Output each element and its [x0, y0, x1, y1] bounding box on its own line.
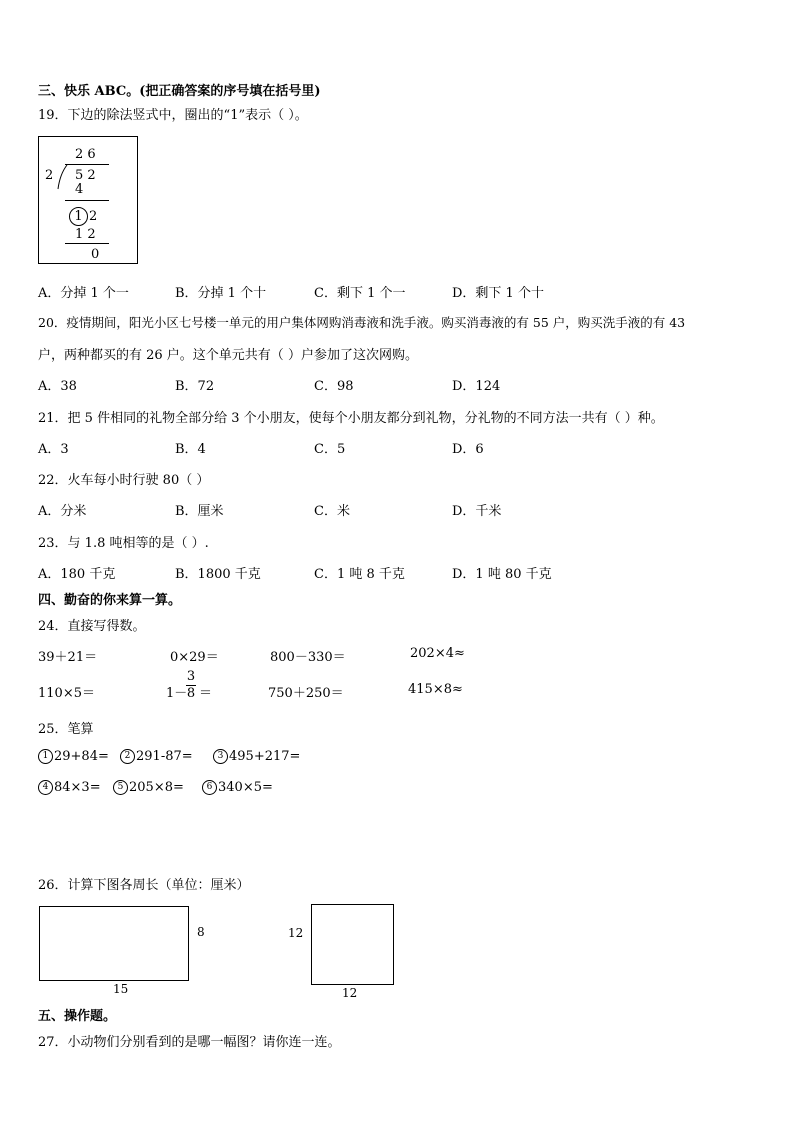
line-2	[65, 243, 109, 244]
q23-option-c[interactable]: C．1 吨 8 千克	[314, 567, 405, 582]
q23-option-a[interactable]: A．180 千克	[38, 567, 116, 582]
remainder-row	[69, 207, 97, 226]
q24-item-2: 0×29＝	[170, 650, 219, 665]
fraction-numerator: 3	[186, 669, 196, 684]
q20-stem-line1: 20．疫情期间，阳光小区七号楼一单元的用户集体网购消毒液和洗手液。购买消毒液的有 55 户，购买洗手液的有 43	[38, 315, 686, 330]
q24-item-3: 800－330＝	[270, 650, 346, 665]
q25-item-5	[113, 780, 184, 795]
q25-expr-4: 84×3=	[54, 780, 101, 795]
q20-stem-line2: 户，两种都买的有 26 户。这个单元共有（ ）户参加了这次网购。	[38, 348, 418, 363]
circled-number-1: 1	[38, 749, 53, 764]
q23-option-b[interactable]: B．1800 千克	[175, 567, 261, 582]
q25-stem: 25．笔算	[38, 722, 94, 737]
fraction-denominator: 8	[186, 686, 196, 701]
circled-number-4: 4	[38, 780, 53, 795]
q21-option-a[interactable]: A．3	[38, 442, 69, 457]
circled-number-2: 2	[120, 749, 135, 764]
q24-item-6-suffix: ＝	[199, 686, 213, 701]
square-bottom-label: 12	[342, 986, 358, 1000]
q27-stem: 27．小动物们分别看到的是哪一幅图？请你连一连。	[38, 1035, 341, 1050]
q25-item-6	[202, 780, 273, 795]
divisor: 2	[45, 168, 54, 183]
square-figure	[311, 904, 394, 985]
q24-item-6-prefix: 1－	[166, 686, 188, 701]
q20-option-b[interactable]: B．72	[175, 379, 215, 394]
q19-option-b[interactable]: B．分掉 1 个十	[175, 286, 267, 301]
q20-option-d[interactable]: D．124	[452, 379, 501, 394]
q21-option-d[interactable]: D．6	[452, 442, 484, 457]
q25-expr-6: 340×5=	[218, 780, 273, 795]
q19-option-a[interactable]: A．分掉 1 个一	[38, 286, 129, 301]
fraction	[184, 669, 198, 701]
quotient-line	[65, 164, 109, 165]
q24-item-5: 110×5＝	[38, 686, 95, 701]
circled-number-5: 5	[113, 780, 128, 795]
q26-stem: 26．计算下图各周长（单位：厘米）	[38, 878, 250, 893]
section-3-heading: 三、快乐 ABC。(把正确答案的序号填在括号里)	[38, 84, 321, 99]
q22-option-c[interactable]: C．米	[314, 504, 350, 519]
division-figure	[38, 136, 138, 264]
subtract-2: 1 2	[75, 227, 96, 242]
q22-stem: 22．火车每小时行驶 80（ ）	[38, 473, 210, 488]
line-1	[65, 200, 109, 201]
dividend: 5 2	[75, 168, 96, 183]
circled-number-6: 6	[202, 780, 217, 795]
q24-item-8: 415×8≈	[408, 682, 463, 697]
q24-item-4: 202×4≈	[410, 646, 465, 661]
q25-item-1	[38, 749, 109, 764]
q22-option-b[interactable]: B．厘米	[175, 504, 224, 519]
final-remainder: 0	[91, 247, 100, 262]
q20-option-c[interactable]: C．98	[314, 379, 354, 394]
q19-option-c[interactable]: C．剩下 1 个一	[314, 286, 406, 301]
section-4-heading: 四、勤奋的你来算一算。	[38, 593, 182, 608]
q23-stem: 23．与 1.8 吨相等的是（ ）.	[38, 536, 209, 551]
circled-number-3: 3	[213, 749, 228, 764]
quotient: 2 6	[75, 147, 96, 162]
square-side-label: 12	[288, 926, 304, 940]
q19-stem: 19．下边的除法竖式中，圈出的“1”表示（ ）。	[38, 108, 308, 123]
division-bracket	[57, 164, 69, 190]
remainder-digit-2: 2	[89, 209, 98, 224]
rectangle-figure	[39, 906, 189, 981]
q24-item-1: 39＋21＝	[38, 650, 98, 665]
circled-one: 1	[69, 207, 88, 226]
rectangle-width-label: 15	[113, 982, 129, 996]
q25-expr-1: 29+84=	[54, 749, 109, 764]
q23-option-d[interactable]: D．1 吨 80 千克	[452, 567, 552, 582]
q21-option-c[interactable]: C．5	[314, 442, 346, 457]
q20-option-a[interactable]: A．38	[38, 379, 77, 394]
q22-option-a[interactable]: A．分米	[38, 504, 87, 519]
q25-expr-5: 205×8=	[129, 780, 184, 795]
q21-stem: 21．把 5 件相同的礼物全部分给 3 个小朋友，使每个小朋友都分到礼物，分礼物的不同方法一共有（ ）种。	[38, 411, 664, 426]
q25-expr-3: 495+217=	[229, 749, 301, 764]
q21-option-b[interactable]: B．4	[175, 442, 206, 457]
q25-item-3	[213, 749, 300, 764]
q22-option-d[interactable]: D．千米	[452, 504, 502, 519]
subtract-1: 4	[75, 182, 84, 197]
q25-item-4	[38, 780, 101, 795]
q19-option-d[interactable]: D．剩下 1 个十	[452, 286, 544, 301]
rectangle-height-label: 8	[197, 925, 205, 939]
q24-item-7: 750＋250＝	[268, 686, 344, 701]
q25-expr-2: 291-87=	[136, 749, 193, 764]
section-5-heading: 五、操作题。	[38, 1009, 117, 1024]
q24-stem: 24．直接写得数。	[38, 619, 146, 634]
q25-item-2	[120, 749, 193, 764]
